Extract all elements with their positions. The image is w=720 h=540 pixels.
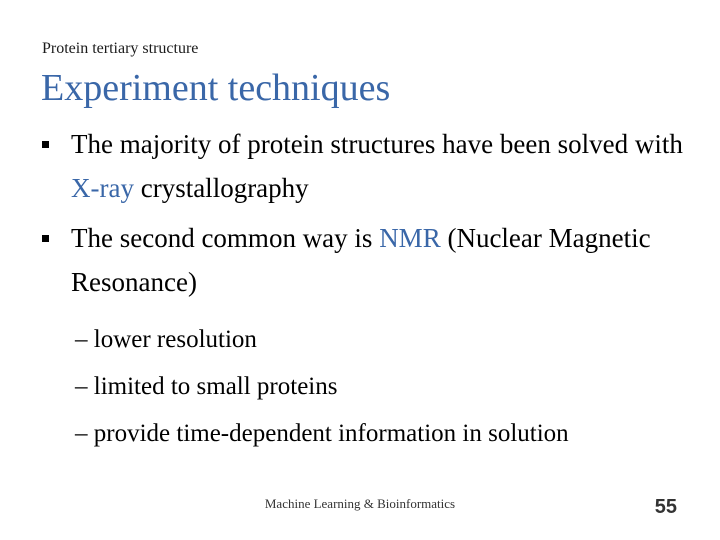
bullet-text-end: crystallography — [133, 173, 309, 203]
footer-text: Machine Learning & Bioinformatics — [264, 496, 456, 511]
sub-bullet-list — [75, 316, 695, 457]
slide-subtitle: Protein tertiary structure — [42, 40, 199, 57]
sub-bullet-item: – limited to small proteins — [75, 373, 338, 400]
bullet-text-start: The majority of protein structures have been solved with — [71, 129, 683, 159]
bullet-text-end: (Nuclear Magnetic Resonance) — [71, 223, 651, 297]
bullet-item — [42, 122, 702, 210]
bullet-list — [42, 122, 702, 310]
bullet-highlight: X-ray — [71, 173, 134, 203]
bullet-highlight: NMR — [379, 223, 441, 253]
square-bullet-icon — [42, 141, 49, 148]
square-bullet-icon — [42, 235, 49, 242]
bullet-text-start: The second common way is — [71, 223, 380, 253]
slide-title: Experiment techniques — [41, 67, 391, 109]
bullet-item — [42, 216, 702, 304]
sub-bullet-item: – lower resolution — [75, 326, 257, 353]
sub-bullet-item: – provide time-dependent information in solution — [75, 420, 569, 447]
page-number: 55 — [654, 496, 677, 518]
